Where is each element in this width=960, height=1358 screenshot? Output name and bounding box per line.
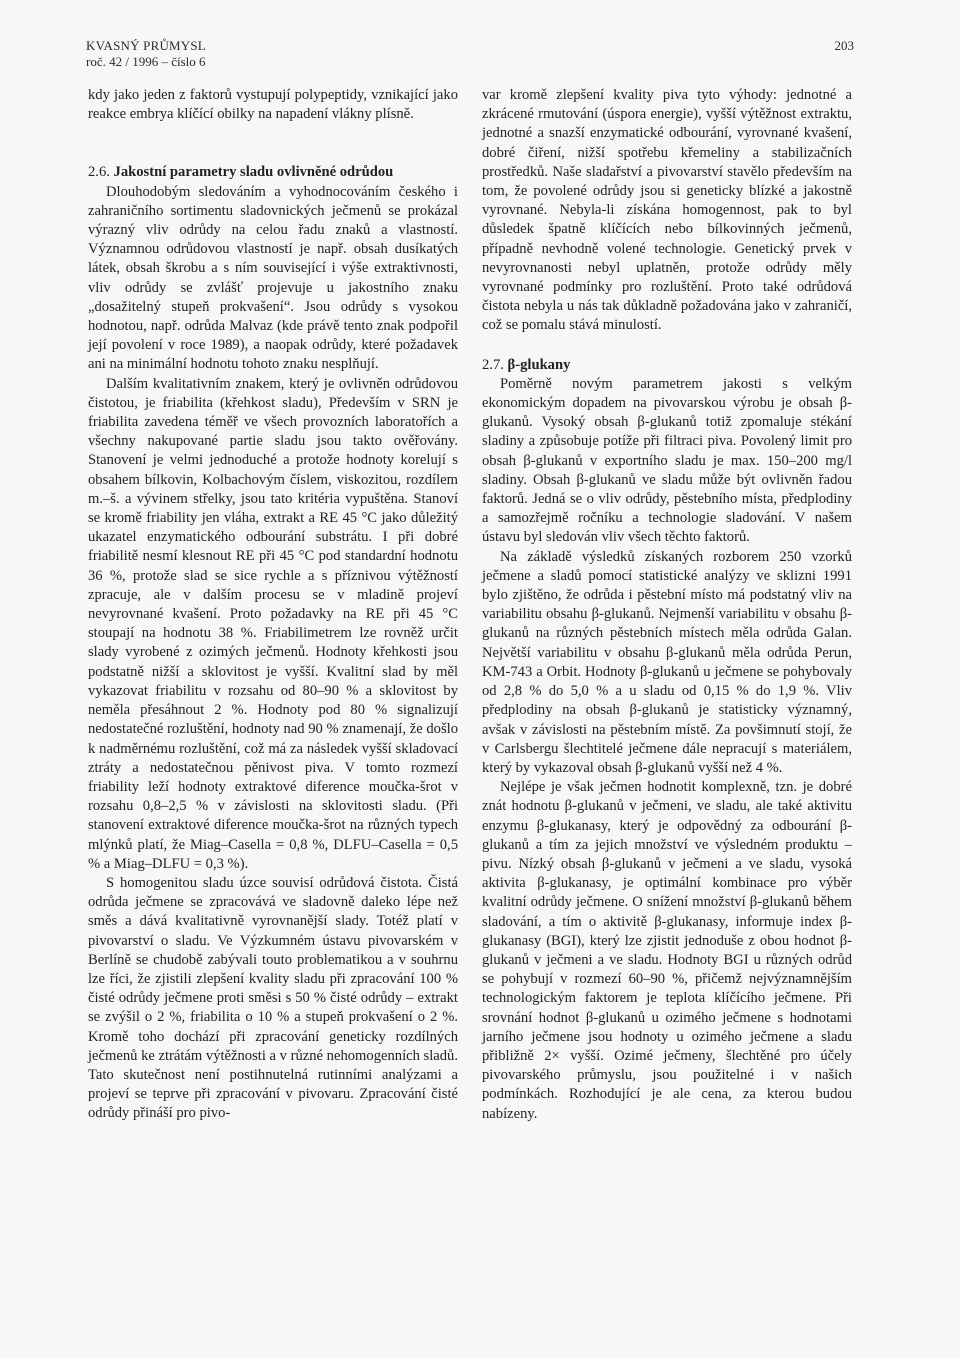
body-paragraph: Poměrně novým parametrem jakosti s velkým ekonomickým dopadem na pivovarskou výrobu je obsah β-glukanů. Vysoký obsah β-glukanů totiž zpomaluje stékání sladiny a způsobuje potíže při filtraci piva. Povolený limit pro obsah β-glukanů v exportního sladu je max. 150–200 mg/l sladiny. Obsah β-glukanů ve sladu může být ovlivněn řadou faktorů. Jedná se o vliv odrůdy, pěstebního místa, předplodiny a samozřejmě ročníku a technologie sladování. V našem ústavu byl sledován vliv všech těchto faktorů.: [482, 375, 852, 546]
body-paragraph: Na základě výsledků získaných rozborem 250 vzorků ječmene a sladů pomocí statistické analýzy ve sklizni 1991 bylo zjištěno, že odrůda i pěstební místo má podstatný vliv na variabilitu obsahu β-glukanů. Nejmenší variabilitu v obsahu β-glukanů na různých pěstebních místech měla odrůda Galan. Největší variabilitu v obsahu β-glukanů měla odrůda Perun, KM-743 a Orbit. Hodnoty β-glukanů u ječmene se pohybovaly od 2,8 % do 5,0 % a u sladu od 0,15 % do 1,9 %. Vliv předplodiny na obsah β-glukanů je statisticky významný, avšak v závislosti na pěstebním místě. Za povšimnutí stojí, že v Carlsbergu šlechtitelé ječmene dále nepracují s materiálem, který by vykazoval obsah β-glukanů vyšší než 4 %.: [482, 548, 852, 776]
page-number: 203: [834, 38, 854, 53]
body-paragraph: Dlouhodobým sledováním a vyhodnocováním českého i zahraničního sortimentu sladovnických ječmenů se prokázal výrazný vliv odrůdy na celou řadu znaků a vlastností. Významnou odrůdovou vlastností je např. obsah dusíkatých látek, obsah škrobu a s ním související i výše extraktivnosti, vliv odrůdy se zvlášť projevuje u jakostního znaku „dosažitelný stupeň prokvašení“. Jsou odrůdy s vysokou hodnotou, např. odrůda Malvaz (kde právě tento znak podpořil její povolení v roce 1989), a naopak odrůdy, které požadavek ani na minimální hodnotu tohoto znaku nesplňují.: [88, 183, 458, 373]
right-column: [482, 86, 852, 1124]
body-paragraph: Nejlépe je však ječmen hodnotit komplexně, tzn. je dobré znát hodnotu β-glukanů v ječmeni, ve sladu, ale také aktivitu enzymu β-glukanasy, který je odpovědný za odbourání β-glukanů a tím za jejich množství ve výsledném produktu – pivu. Nízký obsah β-glukanů v ječmeni a ve sladu, vysoká aktivita β-glukanasy, je optimální kombinace pro výběr kvalitní odrůdy ječmene. O snížení množství β-glukanů během sladování, a tím o aktivitě β-glukanasy, informuje index β-glukanasy (BGI), který lze zjistit jednoduše z obou hodnot β-glukanů v ječmeni a ve sladu. Hodnoty BGI u různých odrůd se pohybují v rozmezí 60–90 %, přičemž nejvýznamnějším technologickým faktorem je teplota klíčícího ječmene. Při srovnání hodnot β-glukanů u ozimého ječmene s hodnotami jarního ječmene jsou hodnoty u ozimého ječmene a sladu přibližně 2× vyšší. Ozimé ječmeny, šlechtěné pro účely pivovarského průmyslu, jsou použitelné i v našich podmínkách. Rozhodující je ale cena, za kterou budou nabízeny.: [482, 779, 852, 1122]
body-paragraph: Dalším kvalitativním znakem, který je ovlivněn odrůdovou čistotou, je friabilita (křehkost sladu), Především v SRN je friabilita zavedena téměř ve všech provozních laboratořích a všechny nakupované partie sladu jsou takto ověřovány. Stanovení je velmi jednoduché a protože hodnoty korelují s obsahem bílkovin, Kolbachovým číslem, viskozitou, rozdílem m.–š. a vývinem střelky, jsou tato kritéria vypuštěna. Stanoví se kromě friability jen vláha, extrakt a RE 45 °C jako důležitý ukazatel enzymatického odbourání substrátu. I při dobré friabilitě nesmí klesnout RE při 45 °C pod standardní hodnotu 36 %, protože slad se sice rychle a s příznivou výtěžností zpracuje, ale v dalším procesu se v mladině projeví nevyrovnané kvašení. Proto požadavky na RE při 45 °C stoupají na hodnotu 38 %. Friabilimetrem lze rovněž určit slady vyrobené z ozimých ječmenů. Hodnoty křehkosti jsou podstatně nižší a sklovitost je vyšší. Kvalitní slad by měl vykazovat friabilitu v rozsahu od 80–90 % a sklovitost by neměla přesáhnout 2 %. Hodnoty pod 80 % signalizují nedostatečné rozluštění, hodnoty nad 90 % znamenají, že došlo k nadměrnému rozluštění, což má za následek vyšší skladovací ztráty a nedostatečnou pěnivost piva. V tomto rozmezí friability leží hodnoty extraktové diference moučka-šrot v rozsahu 0,8–2,5 % v závislosti na sklovitosti sladu. (Při stanovení extraktové diference moučka-šrot na různých typech mlýnků platí, že Miag–Casella = 0,8 %, DLFU–Casella = 0,5 % a Miag–DLFU = 0,3 %).: [88, 375, 458, 872]
body-paragraph: var kromě zlepšení kvality piva tyto výhody: jednotné a zkrácené rmutování (úspora energie), vyšší výtěžnost extraktu, jednotné a snazší enzymatické odbourání, vyrovnané kvašení, dobré čiření, nižší spotřebu křemeliny a stabilizačních prostředků. Naše sladařství a pivovarství stavělo především na tom, že povolené odrůdy jsou si geneticky blízké a jakostně vyrovnané. Nebyla-li získána homogennost, pak to byl důsledek špatně klíčících nebo bílkovinných ječmenů, případně nevhodně volené technologie. Genetický prvek v nevyrovnanosti nebyl uplatněn, protože odrůdy měly vyrovnané podmínky pro rozluštění. Proto také odrůdová čistota nebyla u nás tak důkladně požadována jako v zahraničí, což se pomalu stává minulostí.: [482, 87, 852, 334]
section-number: 2.6.: [88, 164, 110, 181]
section-title: β-glukany: [507, 356, 571, 373]
section-heading-2-7: [482, 356, 852, 375]
left-column: [88, 86, 458, 1124]
journal-name: KVASNÝ PRŮMYSL: [86, 38, 206, 53]
page-header: [86, 38, 854, 70]
issue-info: roč. 42 / 1996 – číslo 6: [86, 54, 206, 69]
section-heading-2-6: [88, 163, 458, 182]
section-title: Jakostní parametry sladu ovlivněné odrůdou: [113, 164, 394, 181]
section-number: 2.7.: [482, 356, 504, 373]
intro-paragraph: kdy jako jeden z faktorů vystupují polypeptidy, vznikající jako reakce embrya klíčící obilky na napadení vlákny plísně.: [88, 87, 458, 123]
body-paragraph: S homogenitou sladu úzce souvisí odrůdová čistota. Čistá odrůda ječmene se zpracovává ve sladovně daleko lépe než směs a dává kvalitativně vyrovnanější slady. Totéž platí v pivovarství o sladu. Ve Výzkumném ústavu pivovarském v Berlíně se chudobě zabývali touto problematikou a v souhrnu lze říci, že zjistili zlepšení kvality sladu při zpracování 100 % čisté odrůdy ječmene proti směsi s 50 % čisté odrůdy – extrakt se zvýšil o 2 %, friabilita o 10 % a stupeň prokvašení o 2 %. Kromě toho dochází při zpracování geneticky rozdílných ječmenů ke ztrátám výtěžnosti a v různé nehomogenních sladů. Tato skutečnost není postihnutelná rutinními analýzami a projeví se teprve při zpracování v pivovaru. Zpracování čisté odrůdy přináší pro pivo-: [88, 874, 458, 1122]
